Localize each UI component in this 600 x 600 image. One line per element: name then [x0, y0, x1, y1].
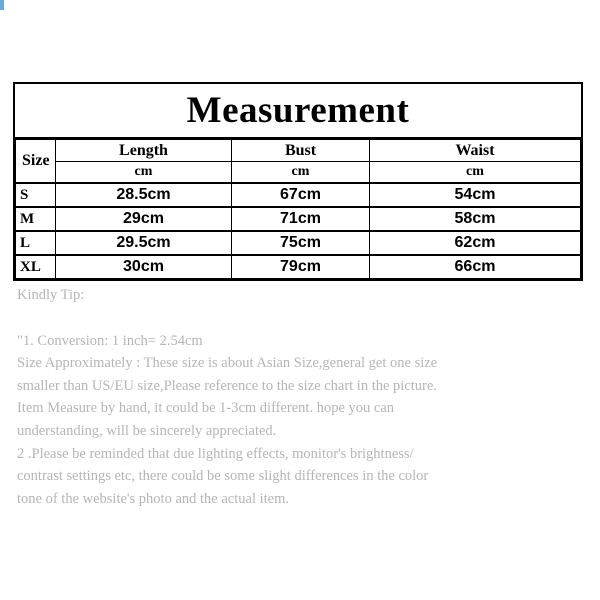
table-row [16, 255, 581, 279]
tip-line: contrast settings etc, there could be some slight differences in the color [17, 468, 429, 485]
tip-line: 2 .Please be reminded that due lighting effects, monitor's brightness/ [17, 445, 414, 462]
corner-mark [0, 0, 4, 10]
bust-cell: 75cm [232, 231, 370, 255]
waist-cell: 66cm [370, 255, 581, 279]
table-row [16, 183, 581, 207]
size-table [15, 139, 581, 279]
tip-line: smaller than US/EU size,Please reference to the size chart in the picture. [17, 377, 437, 394]
kindly-tips [17, 284, 587, 510]
tip-line: Size Approximately : These size is about Asian Size,general get one size [17, 355, 438, 372]
bust-cell: 67cm [232, 183, 370, 207]
size-cell: L [16, 231, 56, 255]
header-row [16, 140, 581, 162]
bust-column-header: Bust [232, 140, 370, 162]
bust-cell: 71cm [232, 207, 370, 231]
length-cell: 28.5cm [56, 183, 232, 207]
bust-cell: 79cm [232, 255, 370, 279]
table-row [16, 207, 581, 231]
waist-cell: 58cm [370, 207, 581, 231]
tip-line: tone of the website's photo and the actual item. [17, 490, 289, 507]
tip-line: "1. Conversion: 1 inch= 2.54cm [17, 332, 203, 349]
waist-cell: 54cm [370, 183, 581, 207]
size-column-header: Size [16, 140, 56, 184]
size-cell: M [16, 207, 56, 231]
size-chart [13, 82, 583, 281]
length-cell: 29cm [56, 207, 232, 231]
waist-unit: cm [370, 162, 581, 184]
length-cell: 30cm [56, 255, 232, 279]
size-cell: XL [16, 255, 56, 279]
size-cell: S [16, 183, 56, 207]
waist-cell: 62cm [370, 231, 581, 255]
length-unit: cm [56, 162, 232, 184]
bust-unit: cm [232, 162, 370, 184]
unit-row [16, 162, 581, 184]
length-cell: 29.5cm [56, 231, 232, 255]
table-row [16, 231, 581, 255]
chart-title: Measurement [15, 84, 581, 139]
tip-line: understanding, will be sincerely appreciated. [17, 422, 277, 439]
tips-heading: Kindly Tip: [17, 287, 85, 303]
tip-line: Item Measure by hand, it could be 1-3cm different. hope you can [17, 400, 395, 417]
waist-column-header: Waist [370, 140, 581, 162]
length-column-header: Length [56, 140, 232, 162]
